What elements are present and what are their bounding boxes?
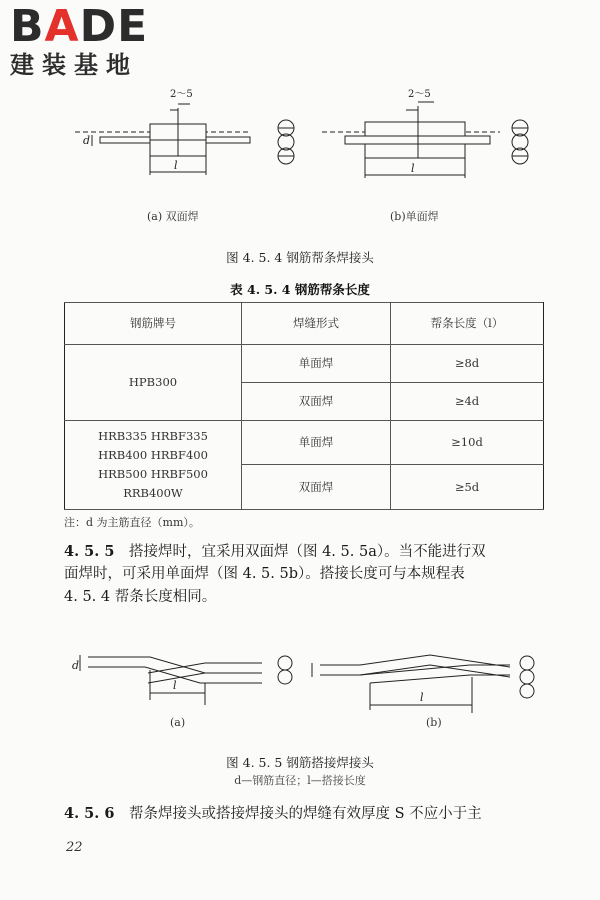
fig454a-gap-label: 2～5 <box>170 89 193 100</box>
fig455a-d-label: d <box>72 659 80 672</box>
fig455b-lap-drawing <box>312 655 534 713</box>
fig455a-lap-drawing <box>80 655 292 705</box>
fig455a-caption: (a) <box>170 716 186 729</box>
fig455b-caption: (b) <box>426 716 442 729</box>
table-header-length: 帮条长度（l） <box>391 303 544 345</box>
section-455-line1 <box>64 540 486 564</box>
figure-454-title: 图 4. 5. 4 钢筋帮条焊接头 <box>226 250 374 265</box>
logo-brand-b: B <box>10 1 45 52</box>
table-cell-length: ≥4d <box>391 383 544 421</box>
table-cell-form: 单面焊 <box>242 345 391 383</box>
table-cell-form: 双面焊 <box>242 465 391 510</box>
figure-454-drawing <box>0 80 600 235</box>
table-cell-grade-group <box>65 421 242 510</box>
logo-brand-de: DE <box>79 1 149 52</box>
fig454b-caption: (b)单面焊 <box>390 210 439 223</box>
fig454a-caption: (a) 双面焊 <box>147 210 199 223</box>
fig454a-l-label: l <box>174 159 178 172</box>
section-456-line1 <box>64 802 482 826</box>
logo-brand <box>10 1 175 52</box>
grade-line: HRB335 HRBF335 <box>98 429 208 443</box>
figure-455-drawing <box>0 625 600 730</box>
table-cell-form: 双面焊 <box>242 383 391 421</box>
fig454a-d-label: d <box>83 134 91 147</box>
fig454b-l-label: l <box>411 162 415 175</box>
section-455-number: 4. 5. 5 <box>64 543 115 560</box>
table-header-grade: 钢筋牌号 <box>65 303 242 345</box>
logo-subtitle: 建装基地 <box>10 51 138 79</box>
logo-brand-a: A <box>44 1 80 52</box>
table-cell-form: 单面焊 <box>242 421 391 465</box>
figure-455-subtitle: d—钢筋直径；l—搭接长度 <box>234 774 366 787</box>
table-cell-length: ≥8d <box>391 345 544 383</box>
bade-logo <box>10 1 175 86</box>
fig454b-gap-label: 2～5 <box>408 89 431 100</box>
fig454b-weld-drawing <box>322 102 528 178</box>
table-header-form: 焊缝形式 <box>242 303 391 345</box>
grade-line: HRB400 HRBF400 <box>98 448 208 462</box>
section-455-line2: 面焊时，可采用单面焊（图 4. 5. 5b）。搭接长度可与本规程表 <box>64 566 465 582</box>
table-454-note: 注：d 为主筋直径（mm）。 <box>64 516 200 529</box>
section-456-number: 4. 5. 6 <box>64 805 115 822</box>
section-455-line3: 4. 5. 4 帮条长度相同。 <box>64 589 217 605</box>
fig455b-l-label: l <box>420 691 424 704</box>
table-cell-grade: HPB300 <box>65 345 242 421</box>
table-cell-length: ≥5d <box>391 465 544 510</box>
fig455a-l-label: l <box>173 679 177 692</box>
table-header-row <box>65 303 544 345</box>
page-number: 22 <box>66 840 83 855</box>
table-454 <box>64 302 544 510</box>
table-cell-length: ≥10d <box>391 421 544 465</box>
figure-455-title: 图 4. 5. 5 钢筋搭接焊接头 <box>226 755 374 770</box>
grade-line: HRB500 HRBF500 RRB400W <box>98 467 208 500</box>
section-455-text1: 搭接焊时，宜采用双面焊（图 4. 5. 5a）。当不能进行双 <box>128 544 486 560</box>
table-row <box>65 421 544 465</box>
table-454-title: 表 4. 5. 4 钢筋帮条长度 <box>230 282 370 297</box>
table-row <box>65 345 544 383</box>
section-456-text: 帮条焊接头或搭接焊接头的焊缝有效厚度 S 不应小于主 <box>128 806 482 822</box>
fig454a-weld-drawing <box>75 104 294 175</box>
